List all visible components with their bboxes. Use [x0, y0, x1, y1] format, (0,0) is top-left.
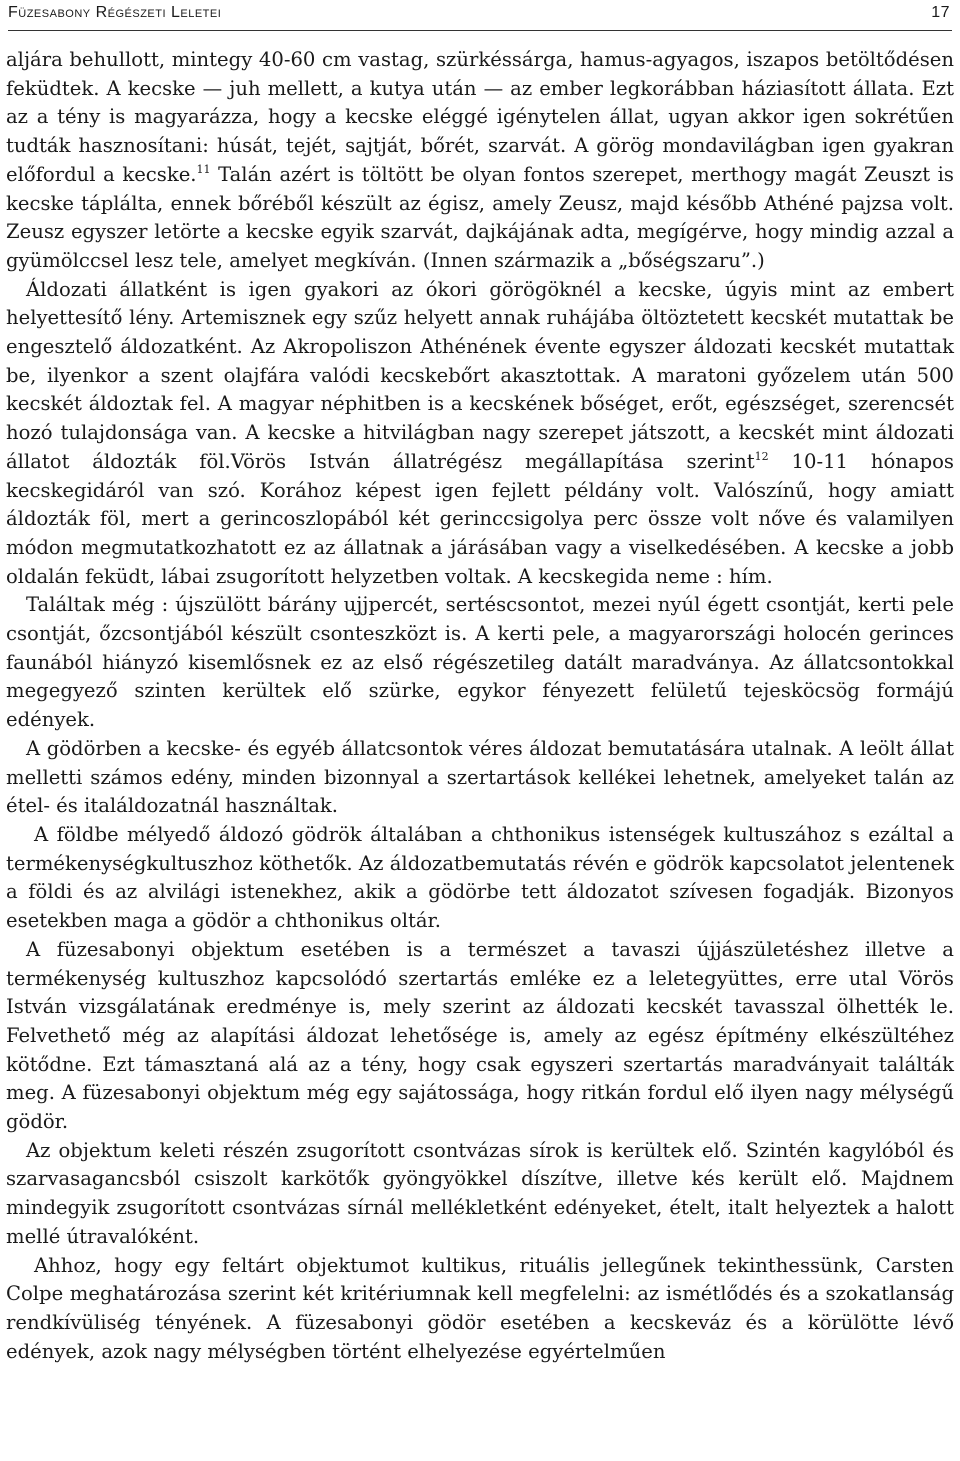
paragraph: Találtak még : újszülött bárány ujjpercét, sertéscsontot, mezei nyúl égett csontját, kerti pele csontját, őzcsontjából készült csonteszközt is. A kerti pele, a magyarországi holocén gerinces faunából hiányzó kisemlősnek ez az első régészetileg datált maradványa. Az állatcsontokkal megegyező szinten kerültek elő szürke, egykor fényezett felületű tejesköcsög formájú edények.	[6, 593, 954, 732]
footnote-marker: 11	[196, 162, 211, 176]
paragraph: Az objektum keleti részén zsugorított csontvázas sírok is kerültek elő. Szintén kagylóból és szarvasagancsból csiszolt karkötők gyöngyökkel díszítve, illetve kés került elő. Majdnem mindegyik zsugorított csontvázas sírnál mellékletként edényeket, ételt, italt helyeztek a halott mellé útravalóként.	[6, 1138, 954, 1248]
paragraph: A gödörben a kecske- és egyéb állatcsontok véres áldozat bemutatására utalnak. A leölt állat melletti számos edény, minden bizonnyal a szertartások kellékei lehetnek, amelyeket talán az étel- és italáldozatnál használtak.	[6, 736, 954, 818]
journal-title: Füzesabony Régészeti Leletei	[8, 4, 222, 21]
running-header	[8, 0, 952, 31]
article-body	[6, 46, 954, 1366]
paragraph	[6, 46, 954, 276]
paragraph-text: 10-11 hónapos kecskegidáról van szó. Korához képest igen fejlett példány volt. Valószínű, hogy amiatt áldozták föl, mert a gerincoszlopából két gerinccsigolya perc össze volt nőve és valamilyen módon megmutatkozhatott ez az állatnak a járásában vagy a viselkedésében. A kecske a jobb oldalán feküdt, lábai zsugorított helyzetben voltak. A kecskegida neme : hím.	[6, 449, 954, 588]
paragraph-text: Talán azért is töltött be olyan fontos szerepet, merthogy magát Zeuszt is kecske táplálta, ennek bőréből készült az égisz, amely Zeusz, majd később Athéné pajzsa volt. Zeusz egyszer letörte a kecske egyik szarvát, dajkájának adta, megígérve, hogy mindig azzal a gyümölccsel lesz tele, amelyet megkíván. (Innen származik a „bőségszaru”.)	[6, 162, 954, 272]
paragraph: A földbe mélyedő áldozó gödrök általában a chthonikus istenségek kultuszához s ezáltal a termékenységkultuszhoz köthetők. Az áldozatbemutatás révén e gödrök kapcsolatot jelentenek a földi és az alvilági istenekhez, akik a gödörbe tett áldozatot szívesen fogadják. Bizonyos esetekben maga a gödör a chthonikus oltár.	[6, 822, 954, 933]
page-number: 17	[931, 4, 950, 21]
footnote-marker: 12	[754, 449, 769, 463]
paragraph: Ahhoz, hogy egy feltárt objektumot kultikus, rituális jellegűnek tekinthessünk, Carsten Colpe meghatározása szerint két kritériumnak kell megfelelni: az ismétlődés és a szokatlanság rendkívüliség tényének. A füzesabonyi gödör esetében a kecskeváz és a körülötte lévő edények, azok nagy mélységben történt elhelyezése egyértelműen	[6, 1253, 954, 1363]
paragraph	[6, 276, 954, 592]
paragraph: A füzesabonyi objektum esetében is a természet a tavaszi újjászületéshez illetve a termékenység kultuszhoz kapcsolódó szertartás emléke ez a leletegyüttes, erre utal Vörös István vizsgálatának eredménye is, mely szerint az áldozati kecskét tavasszal ölhették le. Felvethető még az alapítási áldozat lehetősége is, amely az egész építmény elkészültéhez kötődne. Ezt támasztaná alá az a tény, hogy csak egyszeri szertartás maradványait találták meg. A füzesabonyi objektum még egy sajátossága, hogy ritkán fordul elő ilyen nagy mélységű gödör.	[6, 937, 954, 1134]
paragraph-text: Áldozati állatként is igen gyakori az ókori görögöknél a kecske, úgyis mint az embert helyettesítő lény. Artemisznek egy szűz helyett annak ruhájába öltöztetett kecskét mutattak be engesztelő áldozatként. Az Akropoliszon Athénének évente egyszer áldozati kecskét mutattak be, ilyenkor a szent olajfára valódi kecskebőrt akasztottak. A maratoni győzelem után 500 kecskét áldoztak fel. A magyar néphitben is a kecskének bőséget, erőt, egészséget, szerencsét hozó tulajdonsága van. A kecske a hitvilágban nagy szerepet játszott, a kecskét mint áldozati állatot áldozták föl.Vörös István állatrégész megállapítása szerint	[6, 277, 954, 473]
paragraph-text: aljára behullott, mintegy 40-60 cm vastag, szürkéssárga, hamus-agyagos, iszapos betöltődésen feküdtek. A kecske — juh mellett, a kutya után — az ember legkorábban háziasított állata. Ezt az a tény is magyarázza, hogy a kecske eléggé igénytelen állat, ugyan akkor igen sokrétűen tudták hasznosítani: húsát, tejét, sajtját, bőrét, szarvát. A görög mondavilágban igen gyakran előfordul a kecske.	[6, 48, 954, 186]
